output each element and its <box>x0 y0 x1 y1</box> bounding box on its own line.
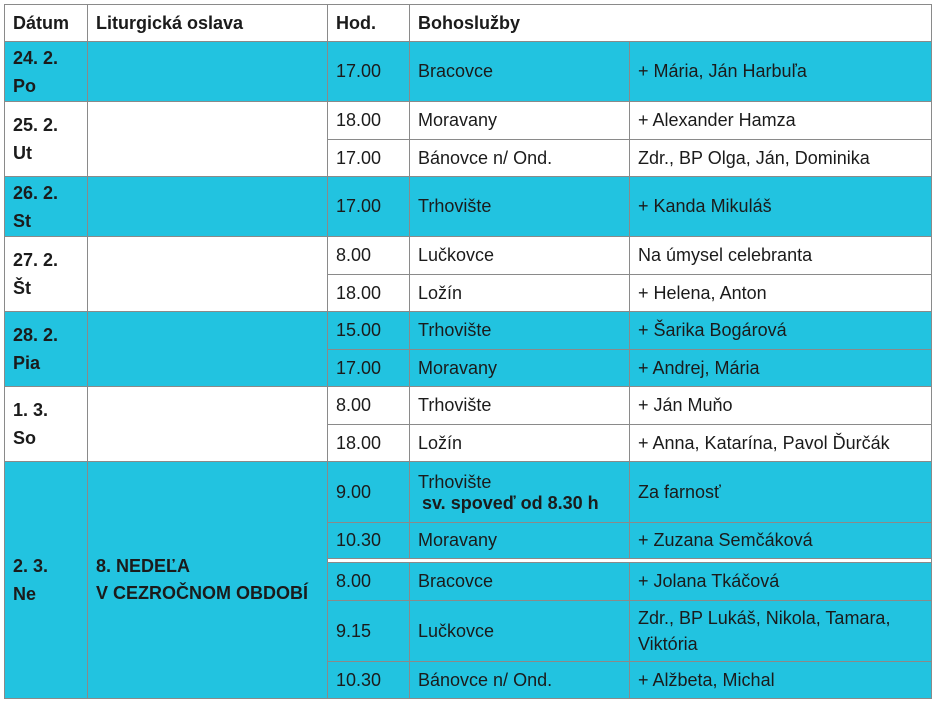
feast-cell <box>88 387 328 462</box>
feast-cell <box>88 42 328 102</box>
place-cell: Moravany <box>410 350 630 387</box>
place-cell <box>410 462 630 523</box>
header-row <box>5 5 932 42</box>
time-cell: 17.00 <box>328 42 410 102</box>
intention-cell: + Alexander Hamza <box>630 102 932 140</box>
place-cell: Lučkovce <box>410 601 630 662</box>
date: 24. 2. <box>13 47 59 68</box>
time-cell: 9.00 <box>328 462 410 523</box>
weekday: Št <box>13 278 31 298</box>
time-cell: 10.30 <box>328 523 410 559</box>
table-row <box>5 177 932 237</box>
place-cell: Bracovce <box>410 563 630 601</box>
time-cell: 17.00 <box>328 177 410 237</box>
weekday: Ne <box>13 584 37 604</box>
date-cell <box>5 312 88 387</box>
place-cell: Moravany <box>410 523 630 559</box>
feast-cell <box>88 462 328 699</box>
table-row <box>5 102 932 140</box>
place-cell: Ložín <box>410 275 630 312</box>
date-cell <box>5 237 88 312</box>
place-cell: Ložín <box>410 425 630 462</box>
header-hour: Hod. <box>328 5 410 42</box>
time-cell: 17.00 <box>328 350 410 387</box>
intention-cell: Za farnosť <box>630 462 932 523</box>
weekday: Po <box>13 75 37 96</box>
time-cell: 18.00 <box>328 425 410 462</box>
place-cell: Trhovište <box>410 387 630 425</box>
date: 1. 3. <box>13 400 49 420</box>
intention-cell: Na úmysel celebranta <box>630 237 932 275</box>
place-cell: Trhovište <box>410 312 630 350</box>
intention-cell: + Jolana Tkáčová <box>630 563 932 601</box>
intention-cell: + Kanda Mikuláš <box>630 177 932 237</box>
date: 25. 2. <box>13 115 59 135</box>
time-cell: 10.30 <box>328 662 410 699</box>
date: 27. 2. <box>13 250 59 270</box>
table-row <box>5 462 932 523</box>
time-cell: 8.00 <box>328 387 410 425</box>
date-cell <box>5 387 88 462</box>
feast-cell <box>88 312 328 387</box>
intention-cell: Zdr., BP Lukáš, Nikola, Tamara, Viktória <box>630 601 932 662</box>
time-cell: 8.00 <box>328 563 410 601</box>
intention-cell: + Alžbeta, Michal <box>630 662 932 699</box>
feast-cell <box>88 177 328 237</box>
header-liturgical-celebration: Liturgická oslava <box>88 5 328 42</box>
place-cell: Bánovce n/ Ond. <box>410 662 630 699</box>
place-cell: Moravany <box>410 102 630 140</box>
weekday: St <box>13 210 31 231</box>
intention-cell: + Mária, Ján Harbuľa <box>630 42 932 102</box>
feast-line-2: V CEZROČNOM OBDOBÍ <box>96 583 309 603</box>
date: 28. 2. <box>13 325 59 345</box>
table-row <box>5 387 932 425</box>
feast-cell <box>88 237 328 312</box>
weekday: So <box>13 428 37 448</box>
date: 2. 3. <box>13 556 49 576</box>
intention-cell: + Andrej, Mária <box>630 350 932 387</box>
confession-note: sv. spoveď od 8.30 h <box>422 493 599 513</box>
date-cell <box>5 102 88 177</box>
place-cell: Bánovce n/ Ond. <box>410 140 630 177</box>
intention-cell: Zdr., BP Olga, Ján, Dominika <box>630 140 932 177</box>
date-cell <box>5 177 88 237</box>
header-date: Dátum <box>5 5 88 42</box>
feast-cell <box>88 102 328 177</box>
table-row <box>5 237 932 275</box>
place-cell: Lučkovce <box>410 237 630 275</box>
table-row <box>5 42 932 102</box>
place-cell: Bracovce <box>410 42 630 102</box>
intention-cell: + Helena, Anton <box>630 275 932 312</box>
weekday: Ut <box>13 143 32 163</box>
time-cell: 8.00 <box>328 237 410 275</box>
mass-schedule-table <box>4 4 932 699</box>
intention-cell: + Zuzana Semčáková <box>630 523 932 559</box>
time-cell: 9.15 <box>328 601 410 662</box>
intention-cell: + Ján Muňo <box>630 387 932 425</box>
header-services: Bohoslužby <box>410 5 932 42</box>
place-name: Trhovište <box>418 472 492 492</box>
time-cell: 18.00 <box>328 102 410 140</box>
intention-cell: + Šarika Bogárová <box>630 312 932 350</box>
time-cell: 17.00 <box>328 140 410 177</box>
date-cell <box>5 42 88 102</box>
table-row <box>5 312 932 350</box>
intention-cell: + Anna, Katarína, Pavol Ďurčák <box>630 425 932 462</box>
place-cell: Trhovište <box>410 177 630 237</box>
date-cell <box>5 462 88 699</box>
feast-line-1: 8. NEDEĽA <box>96 556 191 576</box>
time-cell: 18.00 <box>328 275 410 312</box>
date: 26. 2. <box>13 182 59 203</box>
weekday: Pia <box>13 353 41 373</box>
time-cell: 15.00 <box>328 312 410 350</box>
